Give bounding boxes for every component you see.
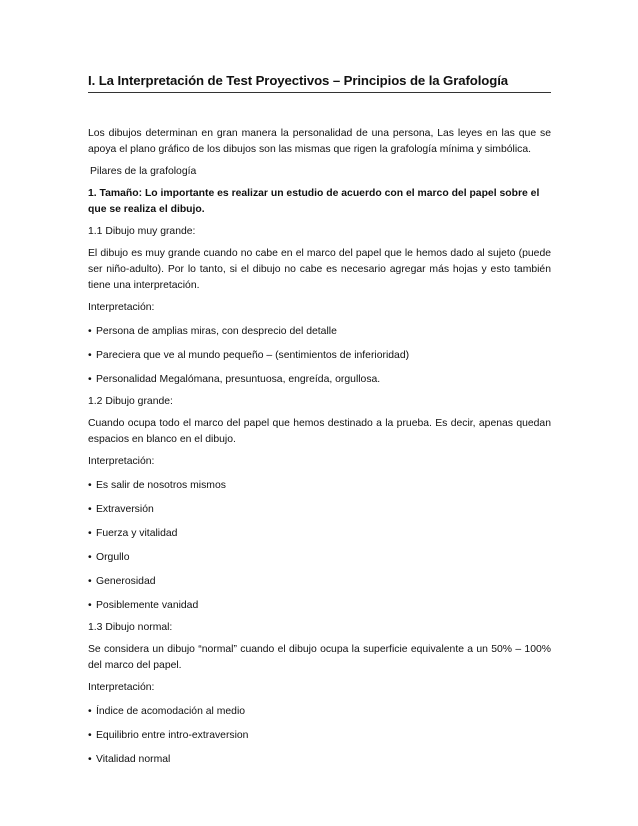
bullet-icon: • xyxy=(88,754,92,765)
list-item-text: Índice de acomodación al medio xyxy=(96,706,246,717)
list-item-text: Pareciera que ve al mundo pequeño – (sentimientos de inferioridad) xyxy=(96,350,410,361)
list-item-text: Orgullo xyxy=(96,552,130,563)
document-title: I. La Interpretación de Test Proyectivos – Principios de la Grafología xyxy=(88,73,551,93)
list-item-text: Vitalidad normal xyxy=(96,754,171,765)
pilares-heading: Pilares de la grafología xyxy=(90,166,197,177)
subsection-1-1-heading: 1.1 Dibujo muy grande: xyxy=(88,226,196,237)
list-item-text: Persona de amplias miras, con desprecio del detalle xyxy=(96,326,337,337)
bullet-icon: • xyxy=(88,552,92,563)
bullet-icon: • xyxy=(88,528,92,539)
section-1-heading: 1. Tamaño: Lo importante es realizar un estudio de acuerdo con el marco del papel sobre el que se realiza el dibujo. xyxy=(88,188,540,215)
bullet-icon: • xyxy=(88,326,92,337)
list-item xyxy=(88,526,551,542)
list-item-text: Extraversión xyxy=(96,504,154,515)
bullet-icon: • xyxy=(88,480,92,491)
list-item xyxy=(88,598,551,614)
list-item-text: Generosidad xyxy=(96,576,156,587)
list-item-text: Equilibrio entre intro-extraversion xyxy=(96,730,249,741)
bullet-icon: • xyxy=(88,504,92,515)
bullet-icon: • xyxy=(88,374,92,385)
subsection-1-2-interp-label: Interpretación: xyxy=(88,456,155,467)
list-item-text: Posiblemente vanidad xyxy=(96,600,199,611)
list-item-text: Es salir de nosotros mismos xyxy=(96,480,226,491)
list-item-text: Fuerza y vitalidad xyxy=(96,528,178,539)
list-item xyxy=(88,324,551,340)
list-item xyxy=(88,574,551,590)
list-item xyxy=(88,372,551,388)
list-item xyxy=(88,704,551,720)
list-item-text: Personalidad Megalómana, presuntuosa, engreída, orgullosa. xyxy=(96,374,381,385)
subsection-1-2-body: Cuando ocupa todo el marco del papel que hemos destinado a la prueba. Es decir, apenas quedan espacios en blanco en el dibujo. xyxy=(88,418,551,445)
list-item xyxy=(88,348,551,364)
subsection-1-2-heading: 1.2 Dibujo grande: xyxy=(88,396,173,407)
list-item xyxy=(88,478,551,494)
subsection-1-3-body: Se considera un dibujo “normal” cuando el dibujo ocupa la superficie equivalente a un 50% – 100% del marco del papel. xyxy=(88,644,551,671)
bullet-icon: • xyxy=(88,600,92,611)
list-item xyxy=(88,752,551,768)
intro-paragraph: Los dibujos determinan en gran manera la personalidad de una persona, Las leyes en las que se apoya el plano gráfico de los dibujos son las mismas que rigen la grafología mínima y simbólica. xyxy=(88,128,551,155)
list-item xyxy=(88,728,551,744)
bullet-icon: • xyxy=(88,576,92,587)
list-item xyxy=(88,550,551,566)
subsection-1-1-interp-label: Interpretación: xyxy=(88,302,155,313)
bullet-icon: • xyxy=(88,730,92,741)
subsection-1-3-interp-label: Interpretación: xyxy=(88,682,155,693)
document-body xyxy=(88,126,551,774)
bullet-icon: • xyxy=(88,706,92,717)
bullet-icon: • xyxy=(88,350,92,361)
subsection-1-1-body: El dibujo es muy grande cuando no cabe en el marco del papel que le hemos dado al sujeto (puede ser niño-adulto). Por lo tanto, si el dibujo no cabe es necesario agregar más hojas y esto también tiene una interpretación. xyxy=(88,248,551,291)
subsection-1-3-heading: 1.3 Dibujo normal: xyxy=(88,622,173,633)
list-item xyxy=(88,502,551,518)
